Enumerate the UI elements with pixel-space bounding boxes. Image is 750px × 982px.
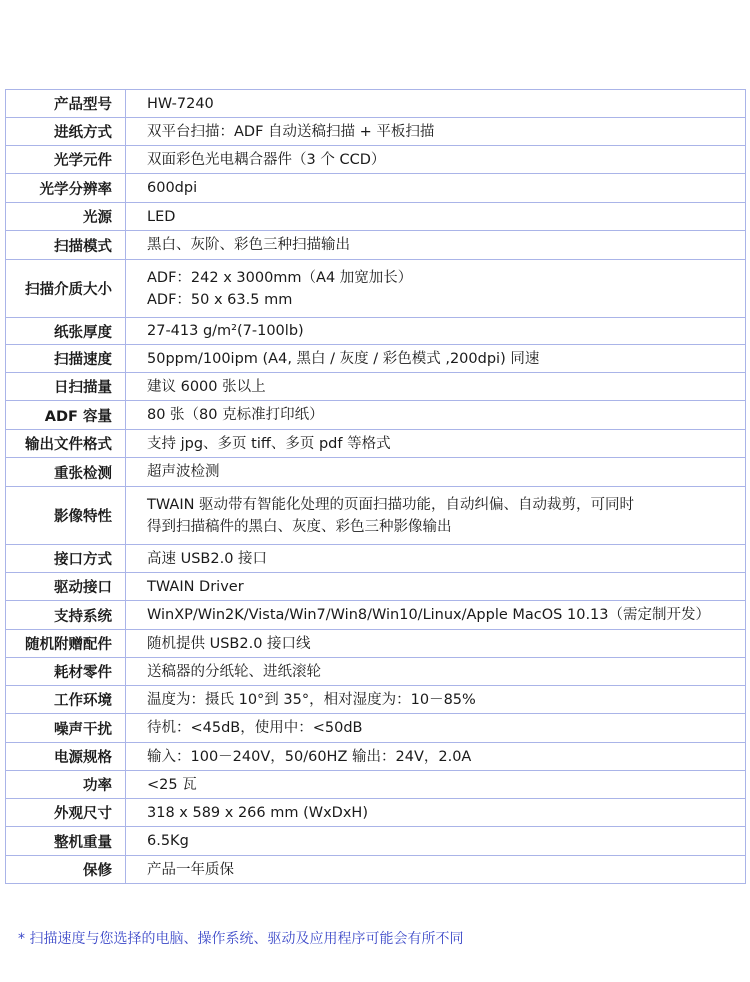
spec-label: 光源 (6, 203, 126, 231)
spec-row (6, 345, 746, 373)
spec-row (6, 714, 746, 743)
spec-value-line: 双平台扫描：ADF 自动送稿扫描 + 平板扫描 (147, 123, 435, 140)
spec-value (126, 458, 746, 487)
spec-value-line: 待机：<45dB，使用中：<50dB (147, 720, 363, 736)
spec-label: 电源规格 (6, 743, 126, 771)
spec-value (126, 203, 746, 231)
spec-value (126, 856, 746, 884)
spec-label: 扫描模式 (6, 231, 126, 260)
spec-label: 整机重量 (6, 827, 126, 856)
spec-value-line: 黑白、灰阶、彩色三种扫描输出 (147, 237, 350, 253)
spec-row (6, 771, 746, 799)
spec-row (6, 373, 746, 401)
spec-value (126, 90, 746, 118)
spec-value-line: TWAIN 驱动带有智能化处理的页面扫描功能，自动纠偏、自动裁剪，可同时 (147, 496, 635, 513)
spec-value (126, 260, 746, 318)
spec-label: 产品型号 (6, 90, 126, 118)
spec-table (5, 89, 746, 884)
footnote: * 扫描速度与您选择的电脑、操作系统、驱动及应用程序可能会有所不同 (18, 931, 464, 947)
spec-row (6, 401, 746, 430)
spec-value (126, 799, 746, 827)
spec-label: 日扫描量 (6, 373, 126, 401)
spec-row (6, 487, 746, 545)
spec-row (6, 743, 746, 771)
spec-value-line: <25 瓦 (147, 776, 197, 793)
spec-row (6, 203, 746, 231)
spec-label: 保修 (6, 856, 126, 884)
spec-label: 光学元件 (6, 146, 126, 174)
spec-row (6, 146, 746, 174)
spec-label: 噪声干扰 (6, 714, 126, 743)
spec-label: 耗材零件 (6, 658, 126, 686)
spec-row (6, 573, 746, 601)
spec-value (126, 146, 746, 174)
spec-table-body (6, 90, 746, 884)
spec-label: ADF 容量 (6, 401, 126, 430)
spec-value-line: 600dpi (147, 180, 198, 196)
spec-value-line: ADF：50 x 63.5 mm (147, 291, 293, 308)
spec-value (126, 601, 746, 630)
spec-value (126, 118, 746, 146)
spec-value (126, 714, 746, 743)
spec-label: 扫描介质大小 (6, 260, 126, 318)
spec-label: 影像特性 (6, 487, 126, 545)
spec-value-line: 超声波检测 (147, 464, 220, 480)
spec-value (126, 174, 746, 203)
spec-row (6, 260, 746, 318)
spec-label: 驱动接口 (6, 573, 126, 601)
spec-value-line: 6.5Kg (147, 833, 189, 849)
spec-value (126, 743, 746, 771)
spec-label: 光学分辨率 (6, 174, 126, 203)
spec-value-line: 建议 6000 张以上 (147, 378, 266, 395)
spec-value-line: 支持 jpg、多页 tiff、多页 pdf 等格式 (147, 435, 391, 452)
spec-value-line: 得到扫描稿件的黑白、灰度、彩色三种影像输出 (147, 518, 452, 535)
spec-label: 纸张厚度 (6, 318, 126, 345)
spec-value-line: ADF：242 x 3000mm（A4 加宽加长） (147, 269, 413, 286)
spec-value (126, 827, 746, 856)
spec-value (126, 686, 746, 714)
spec-value (126, 658, 746, 686)
spec-value-line: LED (147, 208, 176, 225)
spec-value-line: 318 x 589 x 266 mm (WxDxH) (147, 804, 368, 821)
spec-label: 输出文件格式 (6, 430, 126, 458)
spec-row (6, 686, 746, 714)
spec-value-line: 27-413 g/m²(7-100lb) (147, 323, 304, 339)
spec-label: 扫描速度 (6, 345, 126, 373)
spec-row (6, 430, 746, 458)
spec-value (126, 630, 746, 658)
spec-value (126, 771, 746, 799)
spec-value (126, 401, 746, 430)
spec-value (126, 430, 746, 458)
spec-value (126, 573, 746, 601)
spec-value-line: 产品一年质保 (147, 861, 234, 878)
spec-value (126, 231, 746, 260)
spec-row (6, 318, 746, 345)
spec-label: 进纸方式 (6, 118, 126, 146)
spec-value-line: 双面彩色光电耦合器件（3 个 CCD） (147, 151, 386, 168)
spec-label: 外观尺寸 (6, 799, 126, 827)
spec-row (6, 458, 746, 487)
spec-row (6, 90, 746, 118)
spec-row (6, 601, 746, 630)
spec-row (6, 856, 746, 884)
spec-value-line: HW-7240 (147, 95, 214, 112)
spec-value-line: 50ppm/100ipm (A4, 黑白 / 灰度 / 彩色模式 ,200dpi) 同速 (147, 350, 540, 367)
spec-row (6, 231, 746, 260)
spec-label: 重张检测 (6, 458, 126, 487)
spec-value-line: 高速 USB2.0 接口 (147, 550, 268, 567)
spec-value-line: 温度为：摄氏 10°到 35°，相对湿度为：10－85% (147, 691, 476, 708)
spec-row (6, 118, 746, 146)
spec-value-line: 随机提供 USB2.0 接口线 (147, 635, 311, 652)
spec-value-line: WinXP/Win2K/Vista/Win7/Win8/Win10/Linux/Apple MacOS 10.13（需定制开发） (147, 607, 711, 623)
spec-label: 支持系统 (6, 601, 126, 630)
spec-value (126, 373, 746, 401)
spec-label: 随机附赠配件 (6, 630, 126, 658)
spec-value-line: 80 张（80 克标准打印纸） (147, 407, 324, 423)
spec-row (6, 545, 746, 573)
spec-row (6, 827, 746, 856)
spec-value-line: 输入：100－240V，50/60HZ 输出：24V，2.0A (147, 748, 472, 765)
spec-value-line: TWAIN Driver (147, 578, 244, 595)
spec-row (6, 799, 746, 827)
spec-row (6, 630, 746, 658)
spec-label: 接口方式 (6, 545, 126, 573)
spec-value (126, 318, 746, 345)
spec-label: 工作环境 (6, 686, 126, 714)
spec-value-line: 送稿器的分纸轮、进纸滚轮 (147, 663, 321, 680)
spec-row (6, 174, 746, 203)
spec-value (126, 545, 746, 573)
spec-label: 功率 (6, 771, 126, 799)
spec-value (126, 345, 746, 373)
spec-value (126, 487, 746, 545)
spec-row (6, 658, 746, 686)
